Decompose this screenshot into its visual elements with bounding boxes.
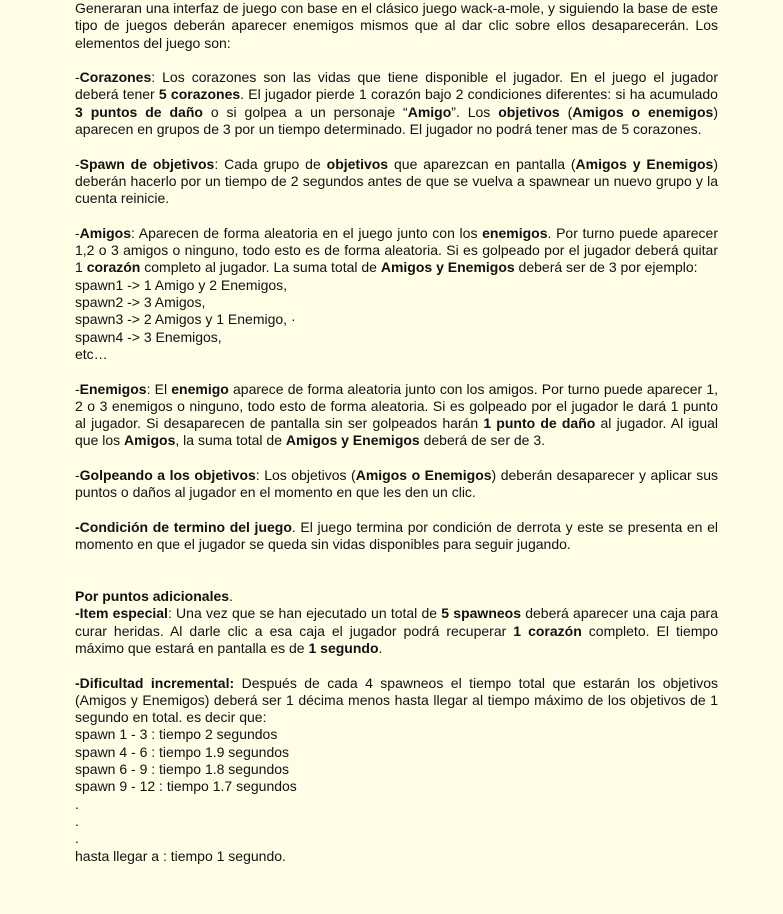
spacer bbox=[75, 363, 718, 380]
amigos-text-3: completo al jugador. La suma total de bbox=[140, 259, 381, 276]
enemigos-paragraph bbox=[75, 381, 718, 450]
spacer bbox=[75, 657, 718, 674]
amigos-paragraph bbox=[75, 225, 718, 277]
golpeando-text-1: : Los objetivos ( bbox=[255, 467, 356, 484]
enemigos-text-1: : El bbox=[146, 380, 172, 397]
corazones-text-3: o si golpea a un personaje “ bbox=[202, 103, 408, 120]
dificultad-line: . bbox=[75, 830, 79, 847]
amigos-example-line: spawn2 -> 3 Amigos, bbox=[75, 294, 206, 311]
amigos-text-2: . Por turno puede aparecer 1,2 o 3 amigos o ninguno, todo esto es de forma aleatoria. Si es golpeado por el jugador deberá quitar 1 bbox=[75, 224, 718, 276]
dificultad-line: spawn 1 - 3 : tiempo 2 segundos bbox=[75, 726, 278, 743]
amigos-example-line: spawn4 -> 3 Enemigos, bbox=[75, 328, 222, 345]
adicionales-title: Por puntos adicionales bbox=[75, 588, 230, 605]
spawn-title: Spawn de objetivos bbox=[79, 155, 215, 172]
dificultad-title: -Dificultad incremental: bbox=[75, 674, 235, 691]
enemigos-text-5: deberá de ser de 3. bbox=[419, 432, 546, 449]
dificultad-line: hasta llegar a : tiempo 1 segundo. bbox=[75, 847, 286, 864]
adicionales-dot: . bbox=[229, 588, 233, 605]
enemigos-title: Enemigos bbox=[79, 380, 147, 397]
corazones-title: Corazones bbox=[79, 69, 152, 86]
item-bold-3: 1 segundo bbox=[308, 639, 379, 656]
corazones-text-5: ( bbox=[559, 103, 573, 120]
amigos-example-line: etc… bbox=[75, 345, 108, 362]
intro-paragraph: Generaran una interfaz de juego con base en el clásico juego wack-a-mole, y siguiendo la base de este tipo de juegos deberán aparecer enemigos mismos que al dar clic sobre ellos desaparecerán. Los elementos del juego son: bbox=[75, 0, 718, 51]
amigos-dash: - bbox=[75, 224, 80, 241]
spawn-paragraph bbox=[75, 156, 718, 208]
golpeando-paragraph bbox=[75, 467, 718, 502]
spawn-bold-1: objetivos bbox=[326, 155, 389, 172]
item-text-4: . bbox=[378, 639, 383, 656]
dificultad-line: spawn 6 - 9 : tiempo 1.8 segundos bbox=[75, 761, 290, 778]
corazones-dash: - bbox=[75, 69, 80, 86]
enemigos-text-2: aparece de forma aleatoria junto con los amigos. Por turno puede aparecer 1, 2 o 3 enemigos o ninguno, todo esto de forma aleatoria. Si es golpeado por el jugador le dará 1 punto al jugador. Si desaparecen de pantalla sin ser golpeados harán bbox=[75, 380, 719, 432]
amigos-text-4: deberá ser de 3 por ejemplo: bbox=[514, 259, 698, 276]
enemigos-text-3: al jugador. Al igual que los bbox=[75, 415, 719, 449]
dificultad-line: . bbox=[75, 812, 79, 829]
spawn-text-1: : Cada grupo de bbox=[214, 155, 327, 172]
spacer bbox=[75, 554, 718, 589]
corazones-bold-4: objetivos bbox=[498, 103, 560, 120]
enemigos-bold-1: enemigo bbox=[171, 380, 229, 397]
amigos-text-1: : Aparecen de forma aleatoria en el juego junto con los bbox=[131, 224, 483, 241]
spawn-text-3: ) deberán hacerlo por un tiempo de 2 segundos antes de que se vuelva a spawnear un nuevo grupo y la cuenta reinicie. bbox=[75, 155, 719, 207]
enemigos-text-4: , la suma total de bbox=[175, 432, 286, 449]
spacer bbox=[75, 138, 718, 155]
corazones-text-6: ) aparecen en grupos de 3 por un tiempo determinado. El jugador no podrá tener mas de 5 corazones. bbox=[75, 103, 718, 138]
corazones-bold-1: 5 corazones bbox=[158, 86, 241, 103]
enemigos-bold-4: Amigos y Enemigos bbox=[285, 432, 420, 449]
dificultad-line: . bbox=[75, 795, 79, 812]
amigos-title: Amigos bbox=[79, 224, 132, 241]
amigos-bold-3: Amigos y Enemigos bbox=[380, 259, 515, 276]
spawn-text-2: que aparezcan en pantalla ( bbox=[388, 155, 576, 172]
corazones-bold-3: Amigo bbox=[407, 103, 452, 120]
item-bold-1: 5 spawneos bbox=[441, 605, 521, 622]
adicionales-heading bbox=[75, 588, 718, 605]
dificultad-line: spawn 4 - 6 : tiempo 1.9 segundos bbox=[75, 743, 290, 760]
enemigos-dash: - bbox=[75, 380, 80, 397]
item-paragraph bbox=[75, 605, 718, 657]
golpeando-dash: - bbox=[75, 467, 80, 484]
enemigos-bold-3: Amigos bbox=[124, 432, 176, 449]
spacer bbox=[75, 450, 718, 467]
dificultad-paragraph bbox=[75, 675, 718, 727]
corazones-text-2: . El jugador pierde 1 corazón bajo 2 condiciones diferentes: si ha acumulado bbox=[240, 86, 718, 103]
corazones-text-4: ”. Los bbox=[451, 103, 499, 120]
spacer bbox=[75, 52, 718, 69]
spacer bbox=[75, 208, 718, 225]
item-title: -Item especial bbox=[75, 605, 168, 622]
item-bold-2: 1 corazón bbox=[513, 622, 582, 639]
item-text-2: deberá aparecer una caja para curar heridas. Al darle clic a esa caja el jugador podrá recuperar bbox=[75, 605, 718, 639]
corazones-paragraph bbox=[75, 69, 718, 138]
corazones-bold-2: 3 puntos de daño bbox=[75, 103, 203, 120]
corazones-text-1: : Los corazones son las vidas que tiene disponible el jugador. En el juego el jugador deberá tener bbox=[75, 69, 718, 103]
spacer bbox=[75, 502, 718, 519]
dificultad-text-1: Después de cada 4 spawneos el tiempo total que estarán los objetivos (Amigos y Enemigos) deberá ser 1 décima menos hasta llegar al tiempo máximo de los objetivos de 1 segundo en total. es decir que: bbox=[75, 674, 718, 726]
enemigos-bold-2: 1 punto de daño bbox=[483, 415, 596, 432]
item-text-3: completo. El tiempo máximo que estará en pantalla es de bbox=[75, 622, 718, 656]
golpeando-text-2: ) deberán desaparecer y aplicar sus puntos o daños al jugador en el momento en que les den un clic. bbox=[75, 467, 719, 501]
amigos-example-line: spawn3 -> 2 Amigos y 1 Enemigo, · bbox=[75, 311, 296, 328]
spawn-dash: - bbox=[75, 155, 80, 172]
golpeando-title: Golpeando a los objetivos bbox=[79, 467, 256, 484]
dificultad-line: spawn 9 - 12 : tiempo 1.7 segundos bbox=[75, 778, 297, 795]
amigos-example-line: spawn1 -> 1 Amigo y 2 Enemigos, bbox=[75, 276, 288, 293]
amigos-bold-1: enemigos bbox=[482, 224, 548, 241]
item-text-1: : Una vez que se han ejecutado un total de bbox=[167, 605, 442, 622]
spawn-bold-2: Amigos y Enemigos bbox=[575, 155, 714, 172]
condicion-paragraph bbox=[75, 519, 718, 554]
document-body bbox=[75, 0, 718, 865]
amigos-bold-2: corazón bbox=[86, 259, 141, 276]
golpeando-bold-1: Amigos o Enemigos bbox=[355, 467, 492, 484]
condicion-text-1: . El juego termina por condición de derrota y este se presenta en el momento en que el jugador se queda sin vidas disponibles para seguir jugando. bbox=[75, 518, 718, 553]
corazones-bold-5: Amigos o enemigos bbox=[572, 103, 714, 120]
condicion-title: -Condición de termino del juego bbox=[75, 518, 292, 535]
